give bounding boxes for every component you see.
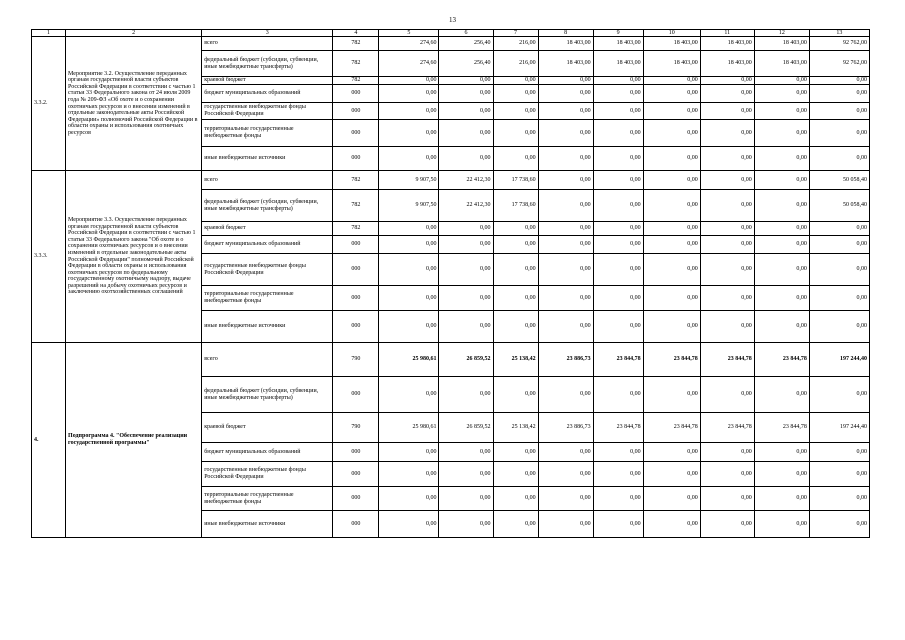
amount-cell: 0,00: [643, 77, 700, 85]
amount-cell: 0,00: [538, 120, 593, 147]
amount-cell: 0,00: [700, 311, 754, 343]
budget-table: [31, 29, 870, 538]
column-number: 13: [809, 30, 869, 37]
column-number: 7: [493, 30, 538, 37]
amount-cell: 0,00: [379, 77, 439, 85]
amount-cell: 0,00: [593, 377, 643, 413]
amount-cell: 0,00: [754, 190, 809, 222]
column-number: 2: [66, 30, 202, 37]
amount-cell: 0,00: [754, 120, 809, 147]
column-number: 9: [593, 30, 643, 37]
amount-cell: 216,00: [493, 37, 538, 51]
funding-source: бюджет муниципальных образований: [202, 236, 333, 254]
amount-cell: 0,00: [593, 222, 643, 236]
grbs-code: 782: [333, 171, 379, 190]
funding-source: федеральный бюджет (субсидии, субвенции, иные межбюджетные трансферты): [202, 51, 333, 77]
amount-cell: 0,00: [643, 147, 700, 171]
amount-cell: 23 886,73: [538, 343, 593, 377]
amount-cell: 0,00: [754, 254, 809, 286]
funding-source: всего: [202, 343, 333, 377]
amount-cell: 23 844,78: [643, 413, 700, 443]
column-number-row: [32, 30, 870, 37]
amount-cell: 25 138,42: [493, 343, 538, 377]
item-description: Мероприятие 3.3. Осуществление переданных органам государственной власти субъектов Российской Федерации в соответствии с частью 1 статьи 33 Федерального закона "Об охоте и о сохранении охотничьих ресурсов и о внесении изменений в отдельные законодательные акты Российской Федерации" полномочий Российской Федерации в области охраны и использования охотничьих ресурсов по федеральному государственному охотничьему надзору, выдаче разрешений на добычу охотничьих ресурсов и заключению охотхозяйственных соглашений: [66, 171, 202, 343]
amount-cell: 0,00: [754, 222, 809, 236]
amount-cell: 0,00: [809, 443, 869, 462]
amount-cell: 0,00: [809, 85, 869, 103]
amount-cell: 0,00: [643, 222, 700, 236]
amount-cell: 0,00: [754, 147, 809, 171]
amount-cell: 18 403,00: [538, 51, 593, 77]
amount-cell: 9 907,50: [379, 171, 439, 190]
amount-cell: 0,00: [700, 286, 754, 311]
amount-cell: 0,00: [700, 236, 754, 254]
grbs-code: 000: [333, 85, 379, 103]
amount-cell: 92 762,00: [809, 37, 869, 51]
amount-cell: 0,00: [643, 511, 700, 538]
amount-cell: 23 844,78: [593, 413, 643, 443]
grbs-code: 000: [333, 377, 379, 413]
amount-cell: 0,00: [593, 236, 643, 254]
amount-cell: 0,00: [538, 85, 593, 103]
amount-cell: 0,00: [700, 254, 754, 286]
amount-cell: 0,00: [439, 377, 493, 413]
column-number: 10: [643, 30, 700, 37]
amount-cell: 0,00: [700, 120, 754, 147]
amount-cell: 0,00: [538, 236, 593, 254]
amount-cell: 0,00: [754, 511, 809, 538]
funding-source: иные внебюджетные источники: [202, 311, 333, 343]
amount-cell: 0,00: [439, 77, 493, 85]
funding-source: всего: [202, 171, 333, 190]
funding-source: территориальные государственные внебюджетные фонды: [202, 120, 333, 147]
amount-cell: 0,00: [809, 311, 869, 343]
amount-cell: 0,00: [809, 286, 869, 311]
amount-cell: 256,40: [439, 51, 493, 77]
amount-cell: 0,00: [538, 487, 593, 511]
amount-cell: 0,00: [538, 377, 593, 413]
amount-cell: 0,00: [538, 254, 593, 286]
amount-cell: 0,00: [439, 286, 493, 311]
amount-cell: 23 844,78: [593, 343, 643, 377]
funding-source: федеральный бюджет (субсидии, субвенции, иные межбюджетные трансферты): [202, 190, 333, 222]
amount-cell: 0,00: [809, 103, 869, 120]
amount-cell: 18 403,00: [643, 37, 700, 51]
amount-cell: 0,00: [493, 254, 538, 286]
amount-cell: 0,00: [379, 462, 439, 487]
column-number: 6: [439, 30, 493, 37]
amount-cell: 0,00: [809, 511, 869, 538]
amount-cell: 0,00: [379, 377, 439, 413]
amount-cell: 0,00: [809, 120, 869, 147]
amount-cell: 0,00: [643, 254, 700, 286]
amount-cell: 0,00: [379, 236, 439, 254]
amount-cell: 0,00: [439, 462, 493, 487]
amount-cell: 0,00: [809, 236, 869, 254]
column-number: 4: [333, 30, 379, 37]
amount-cell: 0,00: [493, 286, 538, 311]
item-code: 3.3.3.: [32, 171, 66, 343]
amount-cell: 0,00: [593, 85, 643, 103]
amount-cell: 0,00: [809, 462, 869, 487]
column-number: 12: [754, 30, 809, 37]
funding-source: федеральный бюджет (субсидии, субвенции, иные межбюджетные трансферты): [202, 377, 333, 413]
amount-cell: 0,00: [493, 236, 538, 254]
amount-cell: 22 412,30: [439, 190, 493, 222]
amount-cell: 0,00: [700, 462, 754, 487]
grbs-code: 000: [333, 236, 379, 254]
amount-cell: 0,00: [439, 254, 493, 286]
amount-cell: 18 403,00: [700, 51, 754, 77]
amount-cell: 18 403,00: [593, 51, 643, 77]
grbs-code: 000: [333, 286, 379, 311]
amount-cell: 0,00: [643, 443, 700, 462]
amount-cell: 0,00: [643, 85, 700, 103]
funding-source: территориальные государственные внебюджетные фонды: [202, 487, 333, 511]
amount-cell: 0,00: [493, 443, 538, 462]
amount-cell: 0,00: [700, 103, 754, 120]
amount-cell: 0,00: [379, 254, 439, 286]
amount-cell: 274,60: [379, 37, 439, 51]
amount-cell: 0,00: [700, 171, 754, 190]
amount-cell: 0,00: [809, 377, 869, 413]
amount-cell: 0,00: [593, 103, 643, 120]
funding-source: иные внебюджетные источники: [202, 511, 333, 538]
amount-cell: 0,00: [493, 147, 538, 171]
amount-cell: 0,00: [379, 311, 439, 343]
amount-cell: 0,00: [809, 487, 869, 511]
amount-cell: 0,00: [593, 190, 643, 222]
amount-cell: 18 403,00: [754, 37, 809, 51]
amount-cell: 50 058,40: [809, 190, 869, 222]
amount-cell: 0,00: [439, 236, 493, 254]
amount-cell: 0,00: [754, 286, 809, 311]
amount-cell: 0,00: [643, 103, 700, 120]
amount-cell: 18 403,00: [754, 51, 809, 77]
amount-cell: 0,00: [379, 511, 439, 538]
amount-cell: 0,00: [493, 85, 538, 103]
column-number: 1: [32, 30, 66, 37]
amount-cell: 0,00: [439, 85, 493, 103]
funding-source: иные внебюджетные источники: [202, 147, 333, 171]
amount-cell: 0,00: [439, 222, 493, 236]
amount-cell: 256,40: [439, 37, 493, 51]
funding-source: территориальные государственные внебюджетные фонды: [202, 286, 333, 311]
amount-cell: 0,00: [593, 171, 643, 190]
amount-cell: 0,00: [538, 462, 593, 487]
amount-cell: 0,00: [593, 120, 643, 147]
amount-cell: 274,60: [379, 51, 439, 77]
grbs-code: 000: [333, 311, 379, 343]
amount-cell: 0,00: [538, 311, 593, 343]
amount-cell: 0,00: [754, 77, 809, 85]
grbs-code: 000: [333, 511, 379, 538]
amount-cell: 0,00: [493, 462, 538, 487]
amount-cell: 0,00: [439, 147, 493, 171]
amount-cell: 50 058,40: [809, 171, 869, 190]
amount-cell: 0,00: [538, 511, 593, 538]
amount-cell: 0,00: [493, 77, 538, 85]
funding-source: краевой бюджет: [202, 413, 333, 443]
column-number: 8: [538, 30, 593, 37]
amount-cell: 23 886,73: [538, 413, 593, 443]
table-row: [32, 171, 870, 190]
amount-cell: 0,00: [809, 147, 869, 171]
amount-cell: 197 244,40: [809, 413, 869, 443]
grbs-code: 000: [333, 103, 379, 120]
amount-cell: 0,00: [643, 120, 700, 147]
amount-cell: 23 844,78: [643, 343, 700, 377]
amount-cell: 0,00: [493, 487, 538, 511]
amount-cell: 0,00: [439, 103, 493, 120]
item-code: 4.: [32, 343, 66, 538]
amount-cell: 23 844,78: [700, 413, 754, 443]
funding-source: государственные внебюджетные фонды Российской Федерации: [202, 462, 333, 487]
amount-cell: 0,00: [643, 236, 700, 254]
column-number: 11: [700, 30, 754, 37]
amount-cell: 0,00: [643, 311, 700, 343]
amount-cell: 0,00: [493, 222, 538, 236]
amount-cell: 0,00: [809, 77, 869, 85]
amount-cell: 0,00: [379, 120, 439, 147]
amount-cell: 22 412,30: [439, 171, 493, 190]
amount-cell: 0,00: [593, 462, 643, 487]
amount-cell: 0,00: [538, 171, 593, 190]
amount-cell: 0,00: [379, 222, 439, 236]
column-number: 5: [379, 30, 439, 37]
amount-cell: 17 738,60: [493, 171, 538, 190]
amount-cell: 0,00: [809, 222, 869, 236]
grbs-code: 000: [333, 120, 379, 147]
funding-source: государственные внебюджетные фонды Российской Федерации: [202, 254, 333, 286]
amount-cell: 0,00: [700, 222, 754, 236]
amount-cell: 25 138,42: [493, 413, 538, 443]
amount-cell: 0,00: [379, 487, 439, 511]
amount-cell: 18 403,00: [700, 37, 754, 51]
amount-cell: 0,00: [700, 377, 754, 413]
amount-cell: 0,00: [593, 77, 643, 85]
amount-cell: 0,00: [439, 511, 493, 538]
amount-cell: 18 403,00: [593, 37, 643, 51]
item-description: Мероприятие 3.2. Осуществление переданных органам государственной власти субъектов Российской Федерации в соответствии с частью 1 статьи 33 Федерального закона от 24 июля 2009 года № 209-ФЗ «Об охоте и о сохранении охотничьих ресурсов и о внесении изменений в отдельные законодательные акты Российской Федерации» полномочий Российской Федерации в области охраны и использования охотничьих ресурсов: [66, 37, 202, 171]
amount-cell: 17 738,60: [493, 190, 538, 222]
amount-cell: 0,00: [538, 222, 593, 236]
funding-source: краевой бюджет: [202, 222, 333, 236]
amount-cell: 0,00: [643, 462, 700, 487]
amount-cell: 25 980,61: [379, 413, 439, 443]
funding-source: всего: [202, 37, 333, 51]
amount-cell: 0,00: [643, 190, 700, 222]
amount-cell: 0,00: [593, 311, 643, 343]
amount-cell: 0,00: [593, 487, 643, 511]
amount-cell: 0,00: [593, 286, 643, 311]
amount-cell: 0,00: [439, 443, 493, 462]
amount-cell: 0,00: [493, 103, 538, 120]
amount-cell: 0,00: [754, 103, 809, 120]
amount-cell: 9 907,50: [379, 190, 439, 222]
amount-cell: 0,00: [538, 77, 593, 85]
grbs-code: 000: [333, 487, 379, 511]
amount-cell: 0,00: [700, 487, 754, 511]
amount-cell: 0,00: [593, 254, 643, 286]
amount-cell: 0,00: [754, 311, 809, 343]
grbs-code: 782: [333, 77, 379, 85]
amount-cell: 23 844,78: [754, 413, 809, 443]
amount-cell: 0,00: [538, 190, 593, 222]
amount-cell: 92 762,00: [809, 51, 869, 77]
grbs-code: 782: [333, 51, 379, 77]
grbs-code: 790: [333, 343, 379, 377]
amount-cell: 0,00: [593, 511, 643, 538]
amount-cell: 0,00: [754, 85, 809, 103]
amount-cell: 0,00: [643, 171, 700, 190]
amount-cell: 0,00: [754, 443, 809, 462]
amount-cell: 26 859,52: [439, 413, 493, 443]
funding-source: бюджет муниципальных образований: [202, 443, 333, 462]
amount-cell: 0,00: [754, 377, 809, 413]
amount-cell: 18 403,00: [538, 37, 593, 51]
amount-cell: 23 844,78: [700, 343, 754, 377]
grbs-code: 782: [333, 222, 379, 236]
amount-cell: 0,00: [439, 487, 493, 511]
amount-cell: 0,00: [379, 85, 439, 103]
amount-cell: 0,00: [700, 511, 754, 538]
amount-cell: 0,00: [538, 147, 593, 171]
table-row: [32, 37, 870, 51]
grbs-code: 000: [333, 254, 379, 286]
column-number: 3: [202, 30, 333, 37]
amount-cell: 0,00: [493, 511, 538, 538]
amount-cell: 25 980,61: [379, 343, 439, 377]
grbs-code: 782: [333, 37, 379, 51]
amount-cell: 0,00: [809, 254, 869, 286]
amount-cell: 0,00: [538, 103, 593, 120]
amount-cell: 0,00: [379, 147, 439, 171]
item-description: Подпрограмма 4. "Обеспечение реализации государственной программы": [66, 343, 202, 538]
amount-cell: 0,00: [700, 147, 754, 171]
amount-cell: 0,00: [593, 443, 643, 462]
amount-cell: 0,00: [700, 443, 754, 462]
amount-cell: 0,00: [754, 462, 809, 487]
amount-cell: 0,00: [700, 190, 754, 222]
amount-cell: 0,00: [754, 171, 809, 190]
amount-cell: 0,00: [754, 236, 809, 254]
amount-cell: 0,00: [493, 377, 538, 413]
grbs-code: 790: [333, 413, 379, 443]
grbs-code: 000: [333, 462, 379, 487]
amount-cell: 0,00: [643, 377, 700, 413]
amount-cell: 197 244,40: [809, 343, 869, 377]
item-code: 3.3.2.: [32, 37, 66, 171]
amount-cell: 0,00: [643, 487, 700, 511]
funding-source: бюджет муниципальных образований: [202, 85, 333, 103]
amount-cell: 0,00: [643, 286, 700, 311]
amount-cell: 216,00: [493, 51, 538, 77]
amount-cell: 0,00: [379, 443, 439, 462]
amount-cell: 0,00: [754, 487, 809, 511]
grbs-code: 000: [333, 443, 379, 462]
amount-cell: 0,00: [700, 77, 754, 85]
amount-cell: 23 844,78: [754, 343, 809, 377]
amount-cell: 0,00: [439, 120, 493, 147]
amount-cell: 0,00: [379, 286, 439, 311]
funding-source: краевой бюджет: [202, 77, 333, 85]
page-number: 13: [449, 16, 456, 24]
amount-cell: 0,00: [379, 103, 439, 120]
amount-cell: 18 403,00: [643, 51, 700, 77]
amount-cell: 0,00: [538, 443, 593, 462]
grbs-code: 000: [333, 147, 379, 171]
table-row: [32, 343, 870, 377]
amount-cell: 26 859,52: [439, 343, 493, 377]
amount-cell: 0,00: [538, 286, 593, 311]
funding-source: государственные внебюджетные фонды Российской Федерации: [202, 103, 333, 120]
amount-cell: 0,00: [593, 147, 643, 171]
amount-cell: 0,00: [493, 120, 538, 147]
amount-cell: 0,00: [439, 311, 493, 343]
amount-cell: 0,00: [700, 85, 754, 103]
amount-cell: 0,00: [493, 311, 538, 343]
grbs-code: 782: [333, 190, 379, 222]
